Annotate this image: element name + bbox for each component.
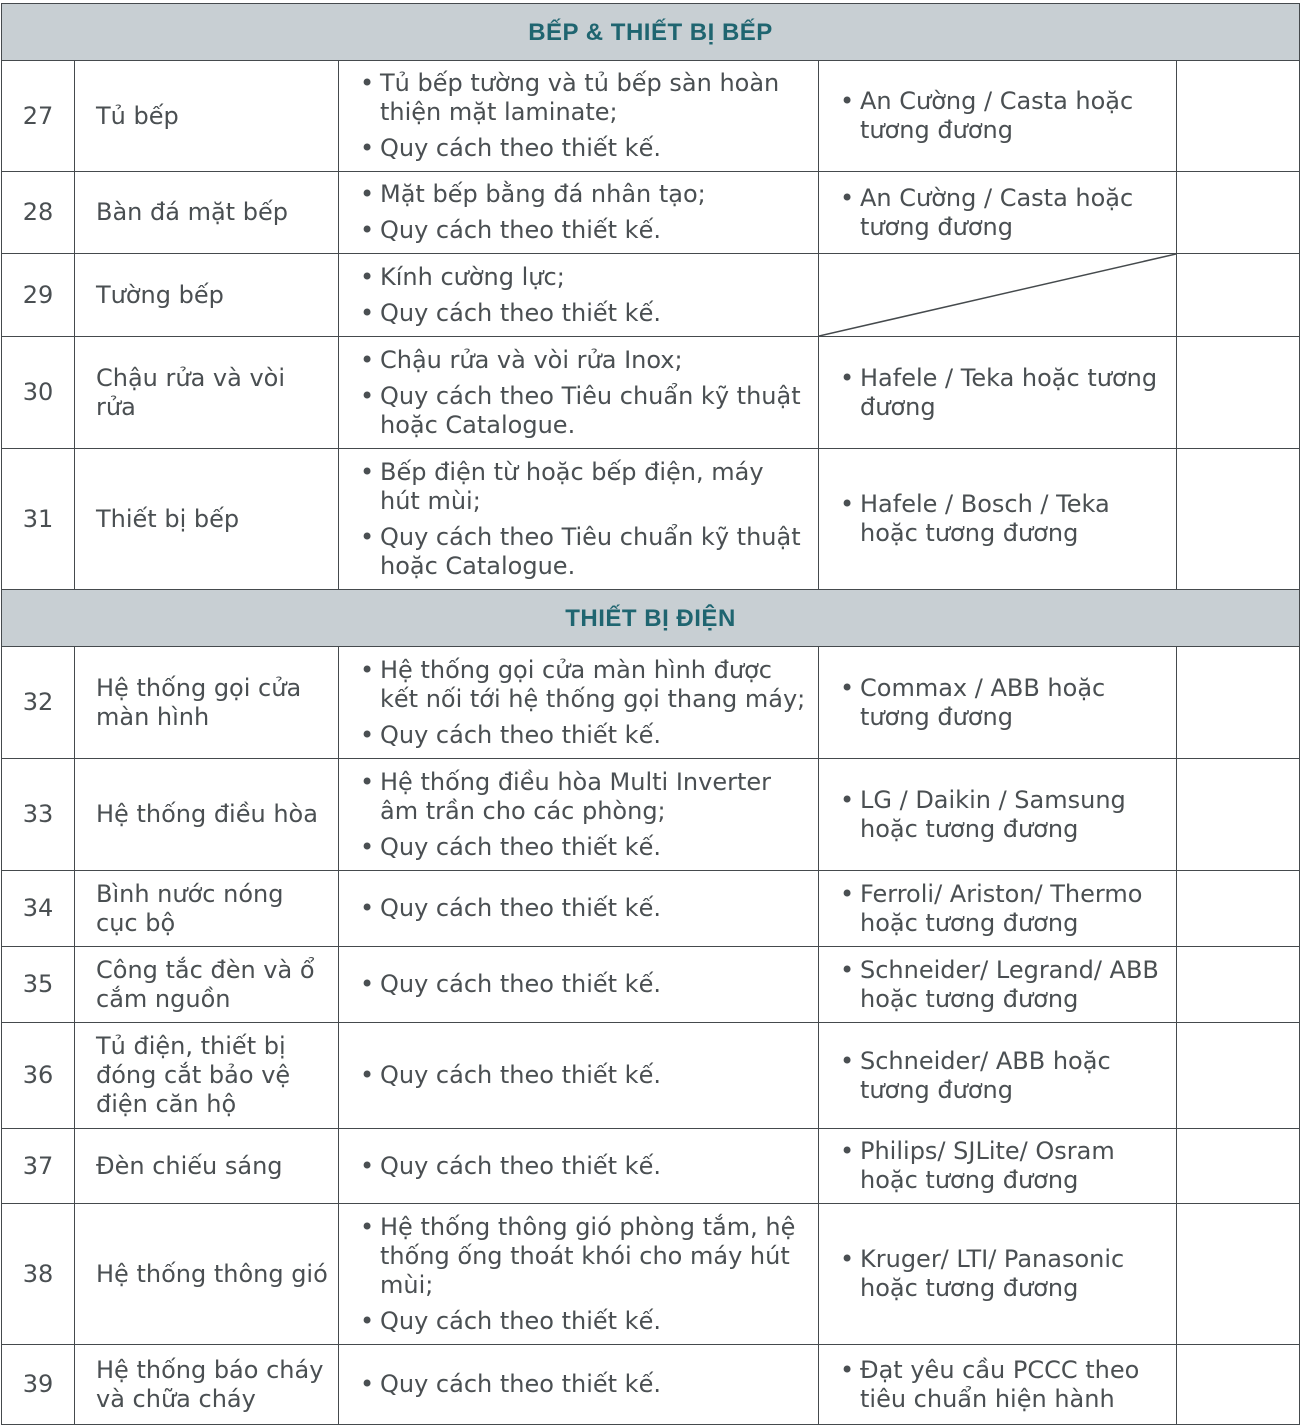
- spec-item: • Quy cách theo Tiêu chuẩn kỹ thuật hoặc Catalogue.: [359, 382, 808, 440]
- spec-cell: [339, 1345, 819, 1425]
- spec-cell: [339, 254, 819, 337]
- spec-list: [359, 1061, 808, 1090]
- brand-list: [839, 786, 1166, 844]
- spec-cell: [339, 449, 819, 590]
- item-name: Chậu rửa và vòi rửa: [75, 337, 339, 449]
- spec-list: [359, 768, 808, 862]
- notes-cell: [1177, 61, 1300, 172]
- diagonal-strike-line: [819, 254, 1176, 336]
- brand-list: [839, 490, 1166, 548]
- spec-table-body: [2, 4, 1300, 1425]
- table-row: [2, 1345, 1300, 1425]
- spec-list: [359, 1370, 808, 1399]
- spec-list: [359, 180, 808, 245]
- notes-cell: [1177, 871, 1300, 947]
- spec-list: [359, 1152, 808, 1181]
- brand-cell: [819, 1345, 1177, 1425]
- item-number: 38: [2, 1204, 75, 1345]
- notes-cell: [1177, 1345, 1300, 1425]
- brand-list: [839, 674, 1166, 732]
- spec-item: • Quy cách theo thiết kế.: [359, 1061, 808, 1090]
- spec-item: • Quy cách theo thiết kế.: [359, 1152, 808, 1181]
- item-name: Công tắc đèn và ổ cắm nguồn: [75, 947, 339, 1023]
- table-row: [2, 1204, 1300, 1345]
- item-number: 37: [2, 1129, 75, 1204]
- table-row: [2, 1023, 1300, 1129]
- spec-item: • Quy cách theo thiết kế.: [359, 299, 808, 328]
- table-row: [2, 449, 1300, 590]
- item-name: Thiết bị bếp: [75, 449, 339, 590]
- section-header-row: [2, 590, 1300, 647]
- brand-cell-empty: [819, 254, 1177, 337]
- item-number: 29: [2, 254, 75, 337]
- brand-item: • An Cường / Casta hoặc tương đương: [839, 184, 1166, 242]
- item-number: 30: [2, 337, 75, 449]
- brand-list: [839, 1245, 1166, 1303]
- section-header-row: [2, 4, 1300, 61]
- notes-cell: [1177, 1129, 1300, 1204]
- brand-cell: [819, 647, 1177, 759]
- notes-cell: [1177, 337, 1300, 449]
- item-name: Hệ thống báo cháy và chữa cháy: [75, 1345, 339, 1425]
- spec-cell: [339, 61, 819, 172]
- table-row: [2, 172, 1300, 254]
- brand-list: [839, 1356, 1166, 1414]
- spec-list: [359, 894, 808, 923]
- table-row: [2, 871, 1300, 947]
- table-row: [2, 254, 1300, 337]
- item-name: Tường bếp: [75, 254, 339, 337]
- item-number: 35: [2, 947, 75, 1023]
- section-title: THIẾT BỊ ĐIỆN: [2, 590, 1300, 647]
- brand-item: • Schneider/ Legrand/ ABB hoặc tương đương: [839, 956, 1166, 1014]
- spec-item: • Mặt bếp bằng đá nhân tạo;: [359, 180, 808, 209]
- spec-cell: [339, 647, 819, 759]
- brand-cell: [819, 172, 1177, 254]
- spec-item: • Tủ bếp tường và tủ bếp sàn hoàn thiện mặt laminate;: [359, 69, 808, 127]
- item-name: Hệ thống điều hòa: [75, 759, 339, 871]
- brand-cell: [819, 759, 1177, 871]
- brand-item: • Hafele / Bosch / Teka hoặc tương đương: [839, 490, 1166, 548]
- spec-item: • Hệ thống thông gió phòng tắm, hệ thống ống thoát khói cho máy hút mùi;: [359, 1213, 808, 1300]
- spec-item: • Quy cách theo thiết kế.: [359, 721, 808, 750]
- table-row: [2, 61, 1300, 172]
- brand-item: • Schneider/ ABB hoặc tương đương: [839, 1047, 1166, 1105]
- item-number: 31: [2, 449, 75, 590]
- brand-cell: [819, 1129, 1177, 1204]
- item-name: Tủ điện, thiết bị đóng cắt bảo vệ điện căn hộ: [75, 1023, 339, 1129]
- brand-item: • LG / Daikin / Samsung hoặc tương đương: [839, 786, 1166, 844]
- spec-item: • Quy cách theo thiết kế.: [359, 894, 808, 923]
- spec-item: • Quy cách theo Tiêu chuẩn kỹ thuật hoặc Catalogue.: [359, 523, 808, 581]
- spec-list: [359, 970, 808, 999]
- brand-list: [839, 87, 1166, 145]
- brand-item: • An Cường / Casta hoặc tương đương: [839, 87, 1166, 145]
- brand-list: [839, 364, 1166, 422]
- brand-cell: [819, 1204, 1177, 1345]
- notes-cell: [1177, 647, 1300, 759]
- brand-list: [839, 184, 1166, 242]
- table-row: [2, 647, 1300, 759]
- spec-item: • Quy cách theo thiết kế.: [359, 833, 808, 862]
- brand-item: • Philips/ SJLite/ Osram hoặc tương đương: [839, 1137, 1166, 1195]
- spec-cell: [339, 759, 819, 871]
- brand-item: • Ferroli/ Ariston/ Thermo hoặc tương đương: [839, 880, 1166, 938]
- spec-item: • Chậu rửa và vòi rửa Inox;: [359, 346, 808, 375]
- spec-item: • Quy cách theo thiết kế.: [359, 1307, 808, 1336]
- item-name: Hệ thống gọi cửa màn hình: [75, 647, 339, 759]
- brand-list: [839, 1137, 1166, 1195]
- brand-item: • Kruger/ LTI/ Panasonic hoặc tương đương: [839, 1245, 1166, 1303]
- brand-list: [839, 956, 1166, 1014]
- spec-item: • Kính cường lực;: [359, 263, 808, 292]
- brand-cell: [819, 871, 1177, 947]
- spec-item: • Quy cách theo thiết kế.: [359, 1370, 808, 1399]
- notes-cell: [1177, 947, 1300, 1023]
- spec-item: • Hệ thống gọi cửa màn hình được kết nối tới hệ thống gọi thang máy;: [359, 656, 808, 714]
- spec-cell: [339, 1023, 819, 1129]
- spec-item: • Hệ thống điều hòa Multi Inverter âm trần cho các phòng;: [359, 768, 808, 826]
- spec-item: • Quy cách theo thiết kế.: [359, 216, 808, 245]
- brand-item: • Đạt yêu cầu PCCC theo tiêu chuẩn hiện hành: [839, 1356, 1166, 1414]
- item-name: Tủ bếp: [75, 61, 339, 172]
- brand-cell: [819, 449, 1177, 590]
- item-number: 33: [2, 759, 75, 871]
- brand-cell: [819, 61, 1177, 172]
- spec-list: [359, 1213, 808, 1336]
- spec-table: [1, 3, 1300, 1425]
- brand-list: [839, 1047, 1166, 1105]
- spec-cell: [339, 172, 819, 254]
- section-title: BẾP & THIẾT BỊ BẾP: [2, 4, 1300, 61]
- spec-item: • Quy cách theo thiết kế.: [359, 970, 808, 999]
- spec-list: [359, 656, 808, 750]
- spec-cell: [339, 1204, 819, 1345]
- table-row: [2, 947, 1300, 1023]
- table-row: [2, 759, 1300, 871]
- spec-list: [359, 346, 808, 440]
- notes-cell: [1177, 759, 1300, 871]
- brand-item: • Commax / ABB hoặc tương đương: [839, 674, 1166, 732]
- item-name: Đèn chiếu sáng: [75, 1129, 339, 1204]
- brand-cell: [819, 947, 1177, 1023]
- notes-cell: [1177, 1023, 1300, 1129]
- item-number: 28: [2, 172, 75, 254]
- notes-cell: [1177, 1204, 1300, 1345]
- item-number: 36: [2, 1023, 75, 1129]
- brand-item: • Hafele / Teka hoặc tương đương: [839, 364, 1166, 422]
- spec-list: [359, 69, 808, 163]
- spec-item: • Quy cách theo thiết kế.: [359, 134, 808, 163]
- table-row: [2, 1129, 1300, 1204]
- spec-cell: [339, 1129, 819, 1204]
- brand-cell: [819, 1023, 1177, 1129]
- spec-list: [359, 458, 808, 581]
- item-name: Bàn đá mặt bếp: [75, 172, 339, 254]
- brand-list: [839, 880, 1166, 938]
- item-number: 34: [2, 871, 75, 947]
- table-row: [2, 337, 1300, 449]
- notes-cell: [1177, 172, 1300, 254]
- spec-cell: [339, 337, 819, 449]
- spec-cell: [339, 871, 819, 947]
- item-number: 32: [2, 647, 75, 759]
- notes-cell: [1177, 254, 1300, 337]
- notes-cell: [1177, 449, 1300, 590]
- spec-item: • Bếp điện từ hoặc bếp điện, máy hút mùi;: [359, 458, 808, 516]
- brand-cell: [819, 337, 1177, 449]
- item-number: 27: [2, 61, 75, 172]
- item-name: Bình nước nóng cục bộ: [75, 871, 339, 947]
- spec-cell: [339, 947, 819, 1023]
- spec-list: [359, 263, 808, 328]
- item-name: Hệ thống thông gió: [75, 1204, 339, 1345]
- item-number: 39: [2, 1345, 75, 1425]
